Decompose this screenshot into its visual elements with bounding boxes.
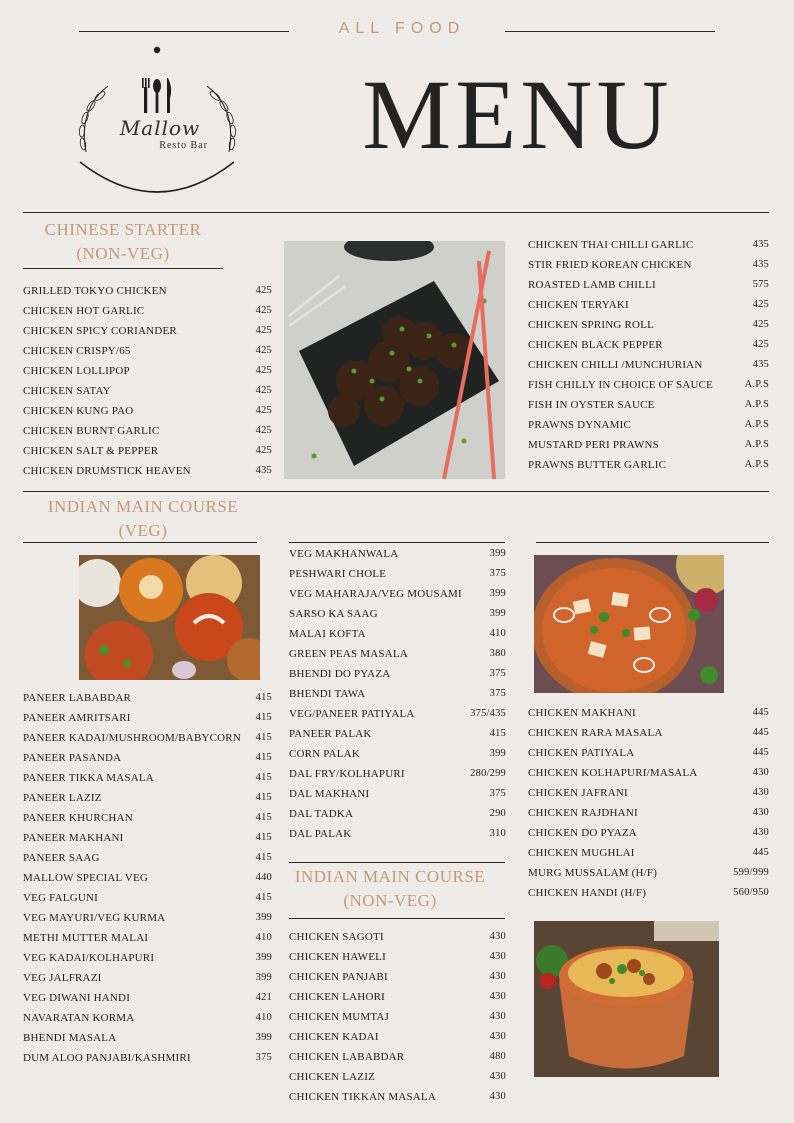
- menu-item: [528, 335, 769, 355]
- menu-item-name: CHICKEN BURNT GARLIC: [23, 425, 160, 437]
- menu-item: [528, 823, 769, 843]
- menu-item-name: GREEN PEAS MASALA: [289, 648, 408, 660]
- menu-item-price: 415: [255, 732, 272, 743]
- menu-item-name: VEG FALGUNI: [23, 892, 99, 904]
- menu-item-name: VEG MAYURI/VEG KURMA: [23, 912, 166, 924]
- menu-item-price: 425: [255, 285, 272, 296]
- menu-item: [289, 744, 506, 764]
- menu-item-price: 415: [255, 712, 272, 723]
- menu-item-name: CHICKEN LAZIZ: [289, 1071, 376, 1083]
- menu-item: [23, 421, 272, 441]
- menu-item: [23, 988, 272, 1008]
- menu-item-name: MUSTARD PERI PRAWNS: [528, 439, 660, 451]
- menu-item-price: 430: [489, 951, 506, 962]
- menu-item-price: 399: [489, 748, 506, 759]
- menu-item-name: CHICKEN SALT & PEPPER: [23, 445, 159, 457]
- menu-item: [289, 1087, 506, 1107]
- menu-item-price: 445: [752, 747, 769, 758]
- fork-spoon-knife-icon: [142, 78, 171, 113]
- menu-item-price: 375: [489, 788, 506, 799]
- menu-item-name: ROASTED LAMB CHILLI: [528, 279, 656, 291]
- menu-item-price: 415: [255, 892, 272, 903]
- menu-item: [289, 564, 506, 584]
- menu-item-name: SARSO KA SAAG: [289, 608, 378, 620]
- menu-item-name: CHICKEN LOLLIPOP: [23, 365, 130, 377]
- menu-item-name: DUM ALOO PANJABI/KASHMIRI: [23, 1052, 191, 1064]
- menu-item-name: VEG KADAI/KOLHAPURI: [23, 952, 155, 964]
- menu-item-price: 425: [255, 345, 272, 356]
- menu-item-name: CHICKEN CHILLI /MUNCHURIAN: [528, 359, 703, 371]
- chinese-starter-list-right: [528, 235, 769, 475]
- menu-item-name: CHICKEN MUMTAJ: [289, 1011, 390, 1023]
- menu-item-name: PANEER KHURCHAN: [23, 812, 133, 824]
- menu-item-name: VEG/PANEER PATIYALA: [289, 708, 415, 720]
- menu-item-price: A.P.S: [744, 399, 769, 410]
- menu-item: [289, 624, 506, 644]
- menu-item-name: CHICKEN SPRING ROLL: [528, 319, 655, 331]
- menu-item-price: 425: [255, 425, 272, 436]
- indian-nonveg-list-right: [528, 703, 769, 903]
- menu-item: [23, 968, 272, 988]
- veg-curries-photo: [79, 555, 260, 680]
- menu-item: [23, 748, 272, 768]
- menu-subtitle: ALL FOOD: [338, 20, 466, 37]
- menu-item-name: CHICKEN BLACK PEPPER: [528, 339, 663, 351]
- menu-item-price: 425: [255, 405, 272, 416]
- menu-item-name: CHICKEN HOT GARLIC: [23, 305, 145, 317]
- menu-item-name: CHICKEN KADAI: [289, 1031, 379, 1043]
- menu-item: [528, 395, 769, 415]
- menu-item: [23, 788, 272, 808]
- menu-item-price: 290: [489, 808, 506, 819]
- menu-item-name: PANEER KADAI/MUSHROOM/BABYCORN: [23, 732, 241, 744]
- divider-top: [23, 212, 769, 213]
- menu-item-price: 435: [752, 259, 769, 270]
- menu-item: [289, 664, 506, 684]
- menu-item-price: 430: [489, 1011, 506, 1022]
- menu-item: [289, 987, 506, 1007]
- menu-item: [23, 301, 272, 321]
- indian-veg-rule: [23, 542, 257, 543]
- menu-item-price: 445: [752, 847, 769, 858]
- menu-item: [528, 783, 769, 803]
- menu-item-name: PANEER LAZIZ: [23, 792, 102, 804]
- menu-item: [528, 743, 769, 763]
- menu-item-price: 399: [489, 608, 506, 619]
- menu-item-name: PANEER LABABDAR: [23, 692, 132, 704]
- menu-item: [289, 1067, 506, 1087]
- right-column-rule: [536, 542, 769, 543]
- menu-item-price: 430: [489, 1031, 506, 1042]
- menu-item-price: 399: [255, 1032, 272, 1043]
- menu-item-name: CHICKEN HAWELI: [289, 951, 386, 963]
- chinese-starter-title: [23, 218, 223, 266]
- menu-item-name: CHICKEN JAFRANI: [528, 787, 628, 799]
- logo-name: Mallow: [119, 116, 201, 140]
- menu-item: [23, 908, 272, 928]
- menu-item-price: 310: [489, 828, 506, 839]
- menu-item-name: MALAI KOFTA: [289, 628, 366, 640]
- menu-item-price: 599/999: [733, 867, 769, 878]
- menu-item-price: 435: [752, 239, 769, 250]
- indian-veg-title-line2: (VEG): [118, 521, 168, 540]
- menu-item-price: A.P.S: [744, 379, 769, 390]
- menu-item-price: 375/435: [470, 708, 506, 719]
- menu-item-price: A.P.S: [744, 459, 769, 470]
- menu-item-price: 280/299: [470, 768, 506, 779]
- menu-item-name: FISH IN OYSTER SAUCE: [528, 399, 655, 411]
- menu-item-price: 399: [255, 952, 272, 963]
- menu-item: [528, 355, 769, 375]
- menu-item: [528, 863, 769, 883]
- menu-item: [23, 281, 272, 301]
- menu-item-name: CHICKEN PANJABI: [289, 971, 388, 983]
- menu-item: [528, 435, 769, 455]
- menu-item: [289, 967, 506, 987]
- menu-item: [528, 455, 769, 475]
- menu-item: [23, 828, 272, 848]
- menu-item: [528, 703, 769, 723]
- menu-item-name: PRAWNS BUTTER GARLIC: [528, 459, 667, 471]
- chinese-starter-list: [23, 281, 272, 481]
- menu-item-price: 410: [489, 628, 506, 639]
- menu-item-price: 375: [489, 688, 506, 699]
- menu-item: [528, 275, 769, 295]
- indian-veg-title-line1: INDIAN MAIN COURSE: [47, 497, 239, 516]
- menu-item: [289, 644, 506, 664]
- menu-item-price: 415: [255, 832, 272, 843]
- menu-item-price: A.P.S: [744, 419, 769, 430]
- menu-item: [23, 728, 272, 748]
- menu-item-price: 445: [752, 707, 769, 718]
- menu-item: [23, 868, 272, 888]
- menu-item: [528, 415, 769, 435]
- menu-item-price: 430: [489, 931, 506, 942]
- menu-item: [289, 824, 506, 844]
- menu-item-price: 415: [255, 772, 272, 783]
- menu-item-name: CHICKEN RARA MASALA: [528, 727, 663, 739]
- menu-item-price: 399: [255, 972, 272, 983]
- indian-nonveg-title-line1: INDIAN MAIN COURSE: [294, 867, 486, 886]
- menu-item-name: PANEER AMRITSARI: [23, 712, 131, 724]
- menu-item: [528, 295, 769, 315]
- menu-item-name: CHICKEN HANDI (H/F): [528, 887, 647, 899]
- indian-nonveg-rule-top: [289, 862, 505, 863]
- menu-item: [528, 763, 769, 783]
- menu-item-price: 430: [752, 827, 769, 838]
- menu-item-price: 430: [752, 767, 769, 778]
- menu-item-name: DAL MAKHANI: [289, 788, 370, 800]
- menu-item-name: PANEER MAKHANI: [23, 832, 124, 844]
- menu-item-name: DAL FRY/KOLHAPURI: [289, 768, 405, 780]
- menu-item-price: 375: [489, 568, 506, 579]
- menu-item: [289, 584, 506, 604]
- menu-item: [23, 848, 272, 868]
- menu-item-name: CHICKEN RAJDHANI: [528, 807, 638, 819]
- menu-item-price: 430: [489, 991, 506, 1002]
- menu-item: [528, 723, 769, 743]
- menu-item-name: CHICKEN CRISPY/65: [23, 345, 131, 357]
- menu-item: [289, 544, 506, 564]
- restaurant-logo: [60, 44, 260, 196]
- menu-item-price: 415: [255, 792, 272, 803]
- menu-item-name: CHICKEN MUGHLAI: [528, 847, 635, 859]
- menu-item-name: PANEER PASANDA: [23, 752, 122, 764]
- menu-item-name: BHENDI MASALA: [23, 1032, 117, 1044]
- menu-item: [23, 381, 272, 401]
- menu-item-price: 425: [752, 299, 769, 310]
- menu-item-name: VEG MAKHANWALA: [289, 548, 399, 560]
- menu-item-price: 399: [255, 912, 272, 923]
- menu-item: [23, 1048, 272, 1068]
- menu-item-name: DAL TADKA: [289, 808, 354, 820]
- menu-item-price: 435: [752, 359, 769, 370]
- menu-item-name: MURG MUSSALAM (H/F): [528, 867, 658, 879]
- menu-item: [289, 1027, 506, 1047]
- menu-item-price: 399: [489, 548, 506, 559]
- menu-item-price: 425: [255, 325, 272, 336]
- menu-item-name: PRAWNS DYNAMIC: [528, 419, 632, 431]
- biryani-photo: [534, 921, 719, 1077]
- menu-item-name: CHICKEN PATIYALA: [528, 747, 635, 759]
- chinese-starter-title-line2: (NON-VEG): [76, 244, 170, 263]
- menu-item-price: 415: [489, 728, 506, 739]
- menu-item: [23, 808, 272, 828]
- menu-item-price: 425: [255, 305, 272, 316]
- menu-item: [289, 804, 506, 824]
- menu-item: [289, 684, 506, 704]
- menu-item: [23, 768, 272, 788]
- menu-item-price: 435: [255, 465, 272, 476]
- menu-item: [289, 1047, 506, 1067]
- menu-item-name: CHICKEN DRUMSTICK HEAVEN: [23, 465, 191, 477]
- menu-item-name: CHICKEN LAHORI: [289, 991, 385, 1003]
- menu-item: [289, 1007, 506, 1027]
- indian-nonveg-list-mid: [289, 927, 506, 1107]
- menu-item-name: CHICKEN SAGOTI: [289, 931, 384, 943]
- indian-veg-mid-rule: [289, 542, 505, 543]
- indian-nonveg-title: [280, 865, 500, 913]
- menu-item: [23, 688, 272, 708]
- header-rule-right: [505, 31, 715, 32]
- menu-item-price: 410: [255, 932, 272, 943]
- chinese-starter-rule: [23, 268, 223, 269]
- menu-item-name: CHICKEN LABABDAR: [289, 1051, 405, 1063]
- menu-item-name: CHICKEN TERYAKI: [528, 299, 629, 311]
- menu-item: [289, 927, 506, 947]
- menu-item-price: 425: [255, 385, 272, 396]
- menu-item-name: BHENDI TAWA: [289, 688, 366, 700]
- indian-veg-list-mid: [289, 544, 506, 844]
- menu-item: [289, 784, 506, 804]
- menu-item-price: 415: [255, 752, 272, 763]
- menu-item-price: 410: [255, 1012, 272, 1023]
- menu-item-name: CHICKEN DO PYAZA: [528, 827, 637, 839]
- indian-veg-title: [23, 495, 263, 543]
- menu-item-name: CHICKEN MAKHANI: [528, 707, 636, 719]
- menu-item-price: 560/950: [733, 887, 769, 898]
- manchurian-photo: [284, 241, 505, 479]
- menu-item-name: PANEER TIKKA MASALA: [23, 772, 154, 784]
- menu-item: [23, 948, 272, 968]
- menu-item-price: 380: [489, 648, 506, 659]
- menu-item-name: PANEER SAAG: [23, 852, 100, 864]
- menu-item: [23, 708, 272, 728]
- indian-nonveg-rule-bottom: [289, 918, 505, 919]
- menu-item-price: 415: [255, 852, 272, 863]
- menu-item-name: CHICKEN SATAY: [23, 385, 111, 397]
- page-title: MENU: [362, 59, 673, 170]
- menu-item-name: VEG MAHARAJA/VEG MOUSAMI: [289, 588, 462, 600]
- menu-item-name: BHENDI DO PYAZA: [289, 668, 391, 680]
- menu-item-name: DAL PALAK: [289, 828, 352, 840]
- menu-item-name: CHICKEN KOLHAPURI/MASALA: [528, 767, 698, 779]
- menu-item-name: CORN PALAK: [289, 748, 360, 760]
- menu-item: [23, 341, 272, 361]
- menu-item-price: 425: [752, 319, 769, 330]
- menu-item: [23, 401, 272, 421]
- menu-item: [23, 1028, 272, 1048]
- menu-item-price: 445: [752, 727, 769, 738]
- indian-nonveg-title-line2: (NON-VEG): [343, 891, 437, 910]
- menu-item: [23, 928, 272, 948]
- menu-item: [23, 321, 272, 341]
- divider-middle: [23, 491, 769, 492]
- menu-item-price: 425: [255, 365, 272, 376]
- menu-item: [289, 604, 506, 624]
- menu-item-name: NAVARATAN KORMA: [23, 1012, 135, 1024]
- menu-item-price: 415: [255, 812, 272, 823]
- menu-item-name: PANEER PALAK: [289, 728, 372, 740]
- menu-item: [23, 441, 272, 461]
- menu-item-name: CHICKEN SPICY CORIANDER: [23, 325, 177, 337]
- logo-tagline: Resto Bar: [159, 140, 208, 151]
- menu-item-price: 575: [752, 279, 769, 290]
- menu-item-price: 421: [255, 992, 272, 1003]
- menu-item-price: 375: [489, 668, 506, 679]
- menu-item-name: CHICKEN THAI CHILLI GARLIC: [528, 239, 694, 251]
- menu-item-name: MALLOW SPECIAL VEG: [23, 872, 149, 884]
- menu-item-name: STIR FRIED KOREAN CHICKEN: [528, 259, 692, 271]
- menu-item: [528, 375, 769, 395]
- menu-item-price: 480: [489, 1051, 506, 1062]
- menu-item-name: METHI MUTTER MALAI: [23, 932, 149, 944]
- menu-item-price: 415: [255, 692, 272, 703]
- chinese-starter-title-line1: CHINESE STARTER: [44, 220, 202, 239]
- menu-item-name: CHICKEN KUNG PAO: [23, 405, 134, 417]
- menu-item-price: 440: [255, 872, 272, 883]
- menu-item-price: 399: [489, 588, 506, 599]
- menu-item: [289, 704, 506, 724]
- menu-item: [528, 843, 769, 863]
- menu-item: [528, 883, 769, 903]
- menu-item: [289, 724, 506, 744]
- menu-item-price: 425: [752, 339, 769, 350]
- menu-item: [528, 315, 769, 335]
- menu-item-name: VEG DIWANI HANDI: [23, 992, 131, 1004]
- menu-item: [23, 1008, 272, 1028]
- menu-item-price: 430: [489, 1091, 506, 1102]
- menu-item: [289, 764, 506, 784]
- menu-item: [528, 255, 769, 275]
- menu-item: [23, 461, 272, 481]
- paneer-curry-photo: [534, 555, 724, 693]
- menu-item-price: 430: [489, 1071, 506, 1082]
- menu-item-price: 375: [255, 1052, 272, 1063]
- indian-veg-list-left: [23, 688, 272, 1068]
- menu-item-name: GRILLED TOKYO CHICKEN: [23, 285, 167, 297]
- menu-item-price: A.P.S: [744, 439, 769, 450]
- menu-item-price: 430: [489, 971, 506, 982]
- menu-item-price: 430: [752, 807, 769, 818]
- menu-item-name: PESHWARI CHOLE: [289, 568, 387, 580]
- menu-item: [528, 803, 769, 823]
- menu-item-name: CHICKEN TIKKAN MASALA: [289, 1091, 436, 1103]
- menu-item: [289, 947, 506, 967]
- menu-item: [23, 888, 272, 908]
- menu-item-price: 430: [752, 787, 769, 798]
- menu-item-price: 425: [255, 445, 272, 456]
- menu-item-name: FISH CHILLY IN CHOICE OF SAUCE: [528, 379, 714, 391]
- menu-item-name: VEG JALFRAZI: [23, 972, 102, 984]
- menu-item: [23, 361, 272, 381]
- menu-item: [528, 235, 769, 255]
- header-rule-left: [79, 31, 289, 32]
